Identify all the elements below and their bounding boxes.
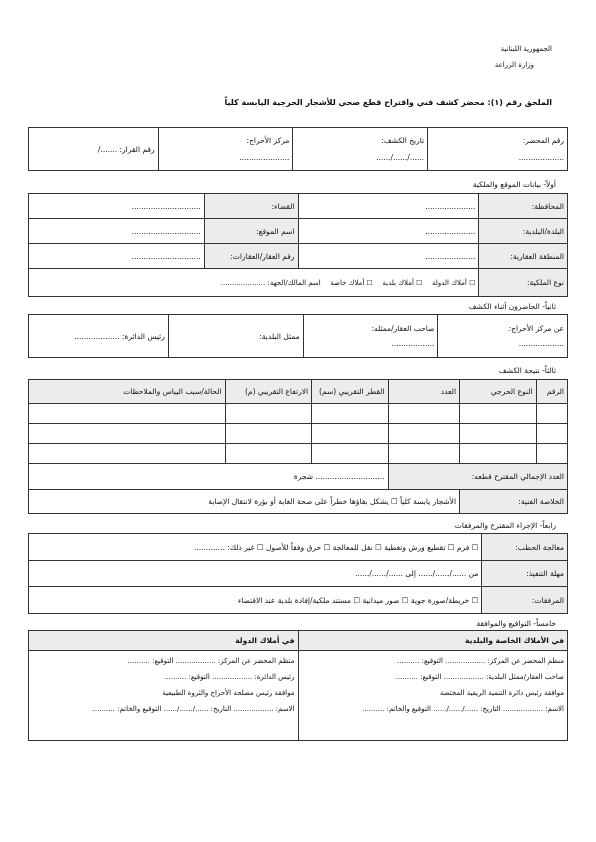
cadastral-label: المنطقة العقارية: [479,244,568,269]
owner-representative-field[interactable]: .................. [391,339,435,348]
conclusion-label: الخلاصة الفنية: [460,490,568,514]
table-row [29,444,568,464]
municipal-property-label: أملاك بلدية [382,279,414,287]
district-label: القضاء: [204,194,298,219]
document-title: الملحق رقم (١): محضر كشف فني واقتراح قطع صحي للأشجار الحرجية اليابسة كلياً [224,98,552,107]
town-label: البلدة/البلدية: [479,219,568,244]
town-field[interactable]: ..................... [298,219,479,244]
proposed-action-table [28,533,568,614]
department-head-field[interactable]: ................... [74,331,120,341]
state-property-label: أملاك الدولة [431,279,467,287]
state-property-signatures-title: في أملاك الدولة [29,631,299,651]
section5-title: خامساً- التواقيع والموافقة [476,619,556,628]
conclusion-row [29,490,568,514]
ministry-label: وزارة الزراعة [494,61,534,69]
attachments-options[interactable]: ☐ خريطة/صورة جوية ☐ صور ميدانية ☐ مستند ملكية/إفادة بلدية عند الاقتضاء [29,587,482,614]
deadline-label: مهلة التنفيذ: [482,561,568,587]
forest-representative-cell [438,315,568,358]
cadastral-field[interactable]: ..................... [298,244,479,269]
inspection-date-label: تاريخ الكشف: [381,136,425,145]
checkbox-municipal-property[interactable]: ☐ أملاك بلدية [382,279,423,287]
state-sign-row[interactable]: منظم المحضر عن المركز: .................. التوقيع: .......... [127,657,295,665]
total-row [29,464,568,490]
owner-representative-cell [303,315,438,358]
municipal-representative-cell [168,315,303,358]
site-name-field[interactable]: ............................. [29,219,205,244]
conclusion-options[interactable]: الأشجار يابسة كلياً ☐ يشكل بقاؤها خطراً على صحة الغابة أو بؤرة لانتقال الإصابة [29,490,460,514]
state-approval-title: موافقة رئيس مصلحة الأحراج والثروة الطبيعية [162,689,295,697]
report-number-field[interactable]: ................... [518,153,564,162]
state-sign-row[interactable]: رئيس الدائرة: .................. التوقيع: .......... [164,673,295,681]
decision-number-field[interactable]: رقم القرار: ......./ [97,144,155,154]
private-property-signatures-title: في الأملاك الخاصة والبلدية [298,631,568,651]
governorate-label: المحافظة: [479,194,568,219]
decision-number-cell [29,128,159,171]
private-sign-row[interactable]: الاسم: .................. التاريخ: ....../....../...... التوقيع والخاتم: .......... [362,705,564,713]
section1-title: أولاً- بيانات الموقع والملكية [472,180,556,189]
inspection-date-cell [293,128,428,171]
private-signatures-cell [298,651,568,741]
col-species: النوع الحرجي [460,380,536,404]
state-sign-row[interactable]: الاسم: .................. التاريخ: ....../....../...... التوقيع والخاتم: .......... [92,705,295,713]
col-height: الارتفاع التقريبي (م) [225,380,312,404]
forest-center-cell [158,128,293,171]
col-condition: الحالة/سبب اليباس والملاحظات [29,380,226,404]
col-count: العدد [388,380,459,404]
parcel-field[interactable]: ............................. [29,244,205,269]
treatment-label: معالجة الحطب: [482,534,568,561]
owner-name-field[interactable]: اسم المالك/الجهة: .................... [220,279,321,287]
section4-title: رابعاً- الإجراء المقترح والمرفقات [454,521,556,530]
department-head-label: رئيس الدائرة: [121,331,165,341]
signatures-table [28,630,568,741]
attachments-label: المرفقات: [482,587,568,614]
ownership-options [29,269,479,297]
checkbox-private-property[interactable]: ☐ أملاك خاصة [330,279,373,287]
total-label: العدد الإجمالي المقترح قطعه: [388,464,567,490]
private-property-label: أملاك خاصة [330,279,365,287]
inspection-results-table [28,379,568,514]
table-row [29,404,568,424]
forest-representative-field[interactable]: ................... [518,339,564,348]
report-number-label: رقم المحضر: [522,136,564,145]
republic-label: الجمهورية اللبنانية [500,45,552,53]
total-field[interactable]: ............................. شجرة [29,464,389,490]
deadline-field[interactable]: من ....../....../...... إلى ....../....../...... [29,561,482,587]
private-sign-row[interactable]: صاحب العقار/ممثل البلدية: .................. التوقيع: .......... [395,673,564,681]
checkbox-state-property[interactable]: ☐ أملاك الدولة [431,279,476,287]
attendees-table [28,314,568,358]
report-number-cell [428,128,568,171]
parcel-label: رقم العقار/العقارات: [204,244,298,269]
department-head-cell [29,315,169,358]
site-name-label: اسم الموقع: [204,219,298,244]
top-info-table [28,127,568,171]
site-ownership-table [28,193,568,297]
state-signatures-cell [29,651,299,741]
municipal-representative-label: ممثل البلدية: [259,331,300,341]
governorate-field[interactable]: ..................... [298,194,479,219]
forest-center-label: مركز الأحراج: [246,136,290,145]
forest-representative-label: عن مركز الأحراج: [508,324,564,333]
treatment-options[interactable]: ☐ فرم ☐ تقطيع ورش وتغطية ☐ نقل للمعالجة ☐ حرق وفقاً للأصول ☐ غير ذلك: ............. [29,534,482,561]
district-field[interactable]: ............................. [29,194,205,219]
col-number: الرقم [536,380,567,404]
section3-title: ثالثاً- نتيجة الكشف [498,366,556,375]
inspection-date-field[interactable]: ....../....../...... [376,153,425,162]
owner-representative-label: صاحب العقار/ممثله: [371,324,435,333]
forest-center-field[interactable]: ..................... [239,153,290,162]
ownership-label: نوع الملكية: [479,269,568,297]
col-diameter: القطر التقريبي (سم) [312,380,388,404]
private-sign-row[interactable]: منظم المحضر عن المركز: .................. التوقيع: .......... [397,657,564,665]
table-row [29,424,568,444]
section2-title: ثانياً- الحاضرون أثناء الكشف [468,302,556,311]
private-approval-title: موافقة رئيس دائرة التنمية الريفية المختصة [439,689,564,697]
